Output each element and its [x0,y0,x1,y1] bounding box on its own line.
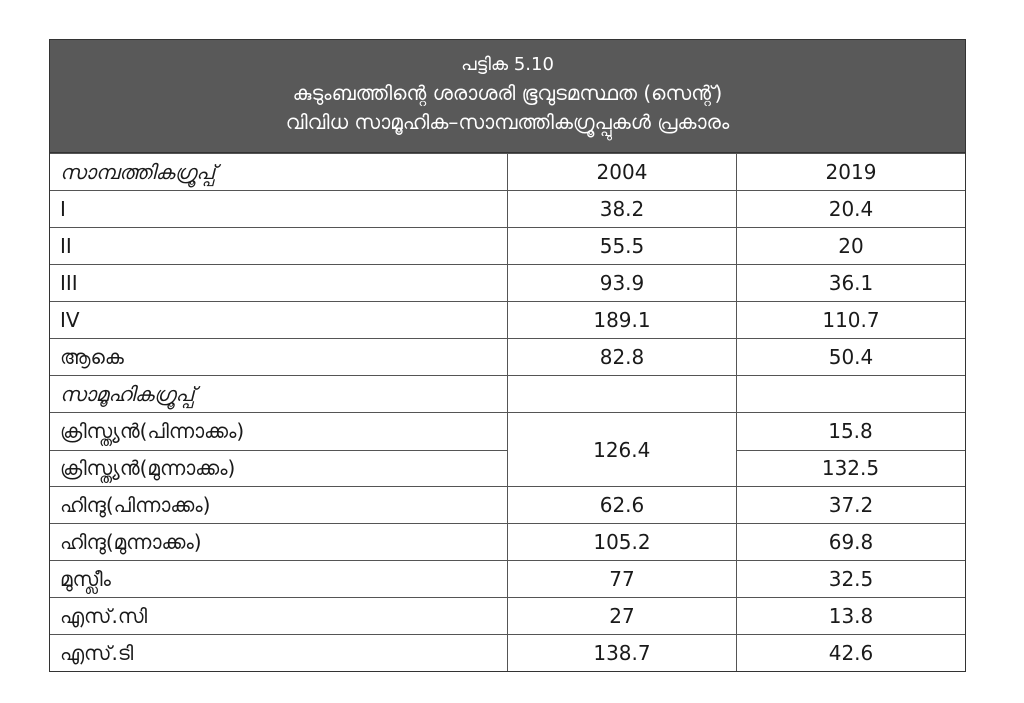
row-label: എസ്.ടി [60,641,134,665]
value-2019: 110.7 [736,302,965,338]
caption-title: കുടുംബത്തിന്റെ ശരാശരി ഭൂവുടമസ്ഥത (സെന്റ്) [292,81,723,105]
value-2004: 77 [507,561,736,597]
row-label: മുസ്ലീം [60,567,111,591]
column-header-2019: 2019 [736,154,965,190]
value-2019: 132.5 [737,450,965,487]
table-row [50,486,965,523]
value-2004: 105.2 [507,524,736,560]
social-group-header: സാമൂഹികഗ്രൂപ്പ് [60,382,195,406]
christian-values-2019 [736,413,966,486]
christian-rows [50,412,965,486]
caption-subtitle: വിവിധ സാമൂഹിക–സാമ്പത്തികഗ്രൂപ്പുകൾ പ്രകാരം [285,110,730,134]
table-header-row [50,153,965,190]
value-2004: 93.9 [507,265,736,301]
empty-cell [736,376,965,412]
value-2019: 20.4 [736,191,965,227]
table-row [50,301,965,338]
value-2019: 15.8 [828,419,873,444]
row-label: എസ്.സി [60,604,148,628]
table-row [50,523,965,560]
value-2004: 82.8 [507,339,736,375]
row-label: ഹിന്ദു(മുന്നാക്കം) [60,530,202,554]
row-label: I [60,197,66,221]
value-2019: 13.8 [736,598,965,634]
value-2004: 55.5 [507,228,736,264]
value-2004: 38.2 [507,191,736,227]
table-row [50,560,965,597]
land-holding-table [49,39,966,672]
table-row [50,190,965,227]
row-label: II [60,234,72,258]
column-header-2004: 2004 [507,154,736,190]
table-caption [50,40,965,153]
column-header-group: സാമ്പത്തികഗ്രൂപ്പ് [60,160,216,184]
row-label: ക്രിസ്ത്യൻ(മുന്നാക്കം) [50,450,507,487]
value-2019: 36.1 [736,265,965,301]
row-label: IV [60,308,80,332]
value-2019: 20 [736,228,965,264]
row-label: III [60,271,78,295]
table-row [50,264,965,301]
value-2019: 32.5 [736,561,965,597]
value-2019: 50.4 [736,339,965,375]
value-2004: 138.7 [507,635,736,671]
caption-table-number: പട്ടിക 5.10 [461,54,554,75]
christian-labels [50,413,507,486]
value-2004: 27 [507,598,736,634]
social-group-header-row [50,375,965,412]
empty-cell [507,376,736,412]
table-row [50,634,965,671]
row-label: ഹിന്ദു(പിന്നാക്കം) [60,493,211,517]
value-2019: 42.6 [736,635,965,671]
table-row [50,597,965,634]
row-label: ക്രിസ്ത്യൻ(പിന്നാക്കം) [60,419,245,444]
merged-value-2004: 126.4 [507,413,736,486]
table-row [50,227,965,264]
table-row-total [50,338,965,375]
value-2019: 69.8 [736,524,965,560]
value-2004: 189.1 [507,302,736,338]
value-2004: 62.6 [507,487,736,523]
row-label: ആകെ [60,345,124,369]
value-2019: 37.2 [736,487,965,523]
